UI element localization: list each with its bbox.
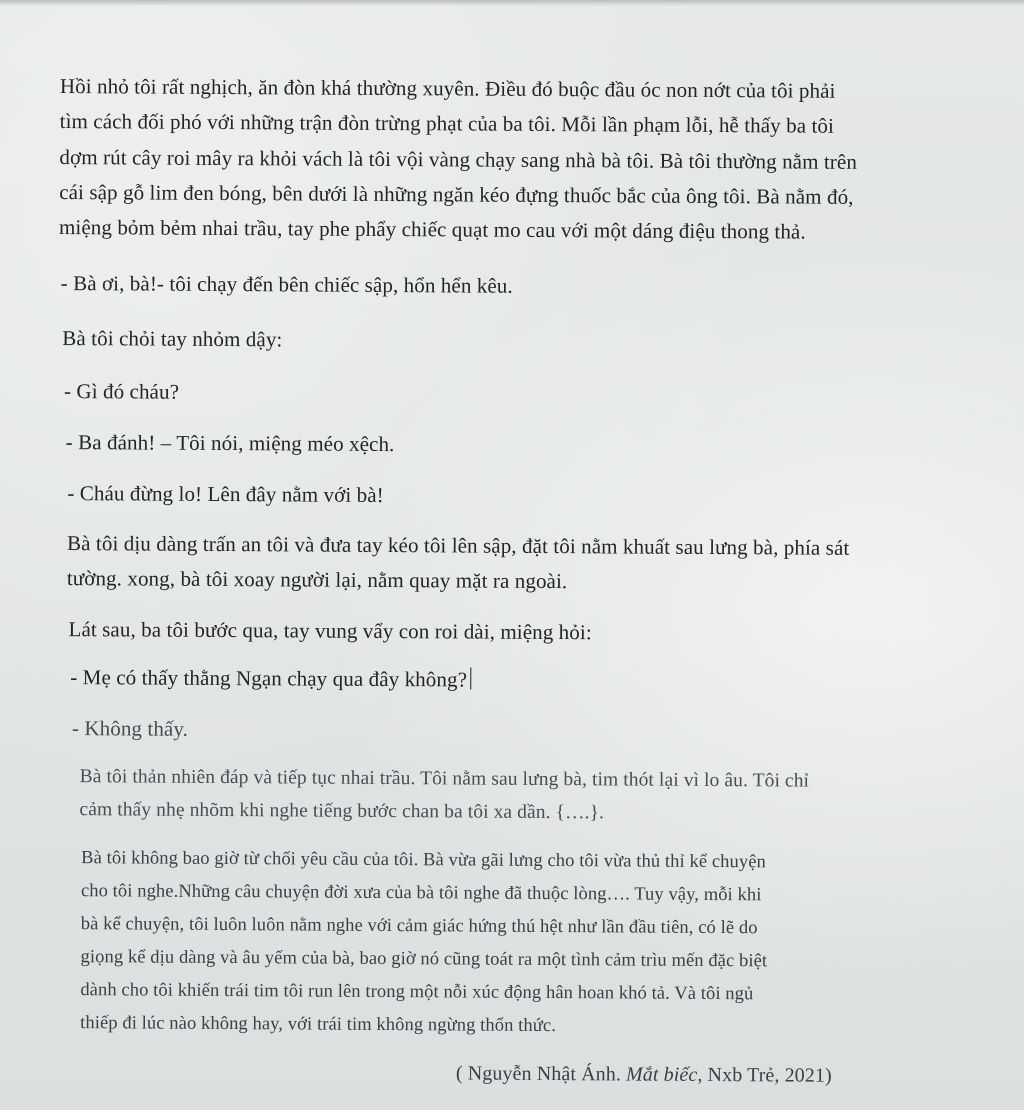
citation-title: Mắt biếc [625, 1063, 698, 1086]
paragraph-1-line-5: miệng bỏm bẻm nhai trầu, tay phe phẩy chiếc quạt mo cau với một dáng điệu thong thả. [58, 214, 806, 244]
paragraph-1-line-3: dợm rút cây roi mây ra khỏi vách là tôi vội vàng chạy sang nhà bà tôi. Bà tôi thường nằm trên [59, 144, 858, 174]
citation-close: , Nxb Trẻ, 2021) [697, 1063, 832, 1087]
paragraph-2-line-2: tường. xong, bà tôi xoay người lại, nằm quay mặt ra ngoài. [66, 566, 568, 594]
citation [456, 1062, 832, 1087]
dialogue-line-3: - Ba đánh! – Tôi nói, miệng méo xệch. [65, 430, 395, 457]
paragraph-4-line-4: giọng kể dịu dàng và âu yếm của bà, bao giờ nó cũng toát ra một tình cảm trìu mến đặc biệt [80, 947, 768, 972]
narration-line-2: Lát sau, ba tôi bước qua, tay vung vẩy con roi dài, miệng hỏi: [68, 617, 592, 645]
screen-edge [0, 0, 1024, 6]
paragraph-1-line-4: cái sập gỗ lim đen bóng, bên dưới là những ngăn kéo đựng thuốc bắc của ông tôi. Bà nằm đó, [59, 179, 854, 209]
paragraph-4-line-6: thiếp đi lúc nào không hay, với trái tim không ngừng thổn thức. [80, 1013, 557, 1037]
paragraph-1-line-1: Hồi nhỏ tôi rất nghịch, ăn đòn khá thường xuyên. Điều đó buộc đầu óc non nớt của tôi phải [59, 73, 836, 103]
paragraph-4-line-1: Bà tôi không bao giờ từ chối yêu cầu của tôi. Bà vừa gãi lưng cho tôi vừa thủ thỉ kể chuyện [81, 848, 766, 873]
narration-line-1: Bà tôi chỏi tay nhỏm dậy: [62, 326, 283, 352]
dialogue-line-2: - Gì đó cháu? [63, 379, 180, 404]
dialogue-line-5-text: - Mẹ có thấy thằng Ngạn chạy qua đây không? [70, 665, 468, 692]
paragraph-2-line-1: Bà tôi dịu dàng trấn an tôi và đưa tay kéo tôi lên sập, đặt tôi nằm khuất sau lưng bà, phía sát [67, 531, 850, 560]
text-cursor [470, 668, 472, 690]
dialogue-line-6: - Không thấy. [71, 716, 189, 741]
paragraph-4-line-2: cho tôi nghe.Những câu chuyện đời xưa của bà tôi nghe đã thuộc lòng…. Tuy vậy, mỗi khi [80, 881, 762, 906]
paragraph-4-line-5: dành cho tôi khiến trái tim tôi run lên trong một nỗi xúc động hân hoan khó tả. Và tôi ngủ [80, 980, 754, 1005]
citation-open: ( Nguyễn Nhật Ánh. [455, 1062, 627, 1086]
paragraph-1-line-2: tìm cách đối phó với những trận đòn trừng phạt của ba tôi. Mỗi lần phạm lỗi, hễ thấy ba tôi [59, 108, 835, 138]
paragraph-4-line-3: bà kể chuyện, tôi luôn luôn nằm nghe với cảm giác hứng thú hệt như lần đầu tiên, có lẽ do [80, 914, 758, 939]
paragraph-3-line-2: cảm thấy nhẹ nhõm khi nghe tiếng bước chan ba tôi xa dần. {….}. [79, 799, 605, 824]
dialogue-line-5 [70, 665, 471, 692]
document-text [58, 68, 1020, 1087]
dialogue-line-1: - Bà ơi, bà!- tôi chạy đến bên chiếc sập, hổn hển kêu. [60, 271, 513, 298]
dialogue-line-4: - Cháu đừng lo! Lên đây nằm với bà! [67, 481, 384, 507]
paragraph-3-line-1: Bà tôi thản nhiên đáp và tiếp tục nhai trầu. Tôi nằm sau lưng bà, tim thót lại vì lo âu. Tôi chỉ [79, 766, 810, 792]
